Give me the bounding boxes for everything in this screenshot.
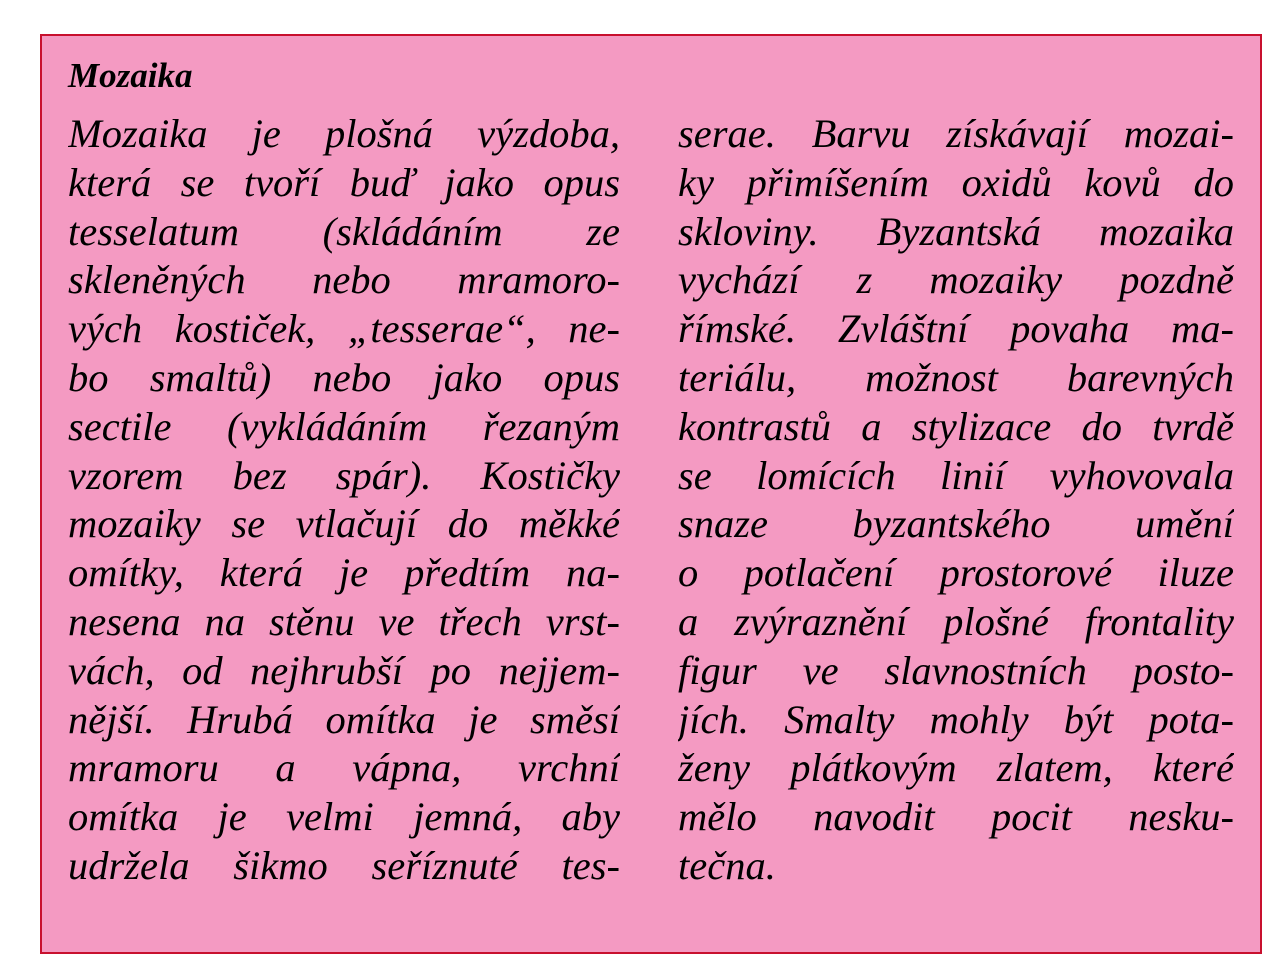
text-line: vzorem bez spár). Kostičky: [68, 452, 620, 498]
text-line: mozaiky se vtlačují do měkké: [68, 501, 620, 547]
text-line: sectile (vykládáním řezaným: [68, 403, 620, 449]
text-line: nější. Hrubá omítka je směsí: [68, 696, 620, 742]
text-line: tečna.: [678, 842, 776, 888]
text-line: snaze byzantského umění: [678, 501, 1234, 547]
text-line: římské. Zvláštní povaha ma-: [678, 306, 1234, 352]
text-line: omítka je velmi jemná, aby: [68, 794, 620, 840]
text-line: kontrastů a stylizace do tvrdě: [678, 403, 1234, 449]
text-line: Mozaika je plošná výzdoba,: [68, 111, 620, 156]
text-line: mramoru a vápna, vrchní: [68, 745, 620, 791]
text-line: nesena na stěnu ve třech vrst-: [68, 598, 620, 644]
text-line: udržela šikmo seříznuté tes-: [68, 842, 620, 888]
left-column: [68, 110, 620, 891]
text-line: skloviny. Byzantská mozaika: [678, 208, 1234, 254]
text-line: tesselatum (skládáním ze: [68, 208, 620, 254]
text-line: vychází z mozaiky pozdně: [678, 257, 1234, 303]
text-line: skleněných nebo mramoro-: [68, 257, 620, 303]
text-line: a zvýraznění plošné frontality: [678, 598, 1234, 644]
text-line: vách, od nejhrubší po nejjem-: [68, 647, 620, 693]
text-line: serae. Barvu získávají mozai-: [678, 111, 1234, 156]
text-line: o potlačení prostorové iluze: [678, 550, 1234, 596]
text-line: figur ve slavnostních posto-: [678, 647, 1234, 693]
right-column: [678, 110, 1234, 891]
text-line: ky přimíšením oxidů kovů do: [678, 159, 1234, 205]
text-line: mělo navodit pocit nesku-: [678, 794, 1234, 840]
text-line: jích. Smalty mohly být pota-: [678, 696, 1234, 742]
text-line: ženy plátkovým zlatem, které: [678, 745, 1234, 791]
text-line: vých kostiček, „tesserae“, ne-: [68, 306, 620, 352]
text-line: bo smaltů) nebo jako opus: [68, 354, 620, 400]
text-line: se lomících linií vyhovovala: [678, 452, 1234, 498]
box-title: Mozaika: [68, 56, 193, 95]
text-line: teriálu, možnost barevných: [678, 354, 1234, 400]
text-line: omítky, která je předtím na-: [68, 550, 620, 596]
text-line: která se tvoří buď jako opus: [68, 159, 620, 205]
